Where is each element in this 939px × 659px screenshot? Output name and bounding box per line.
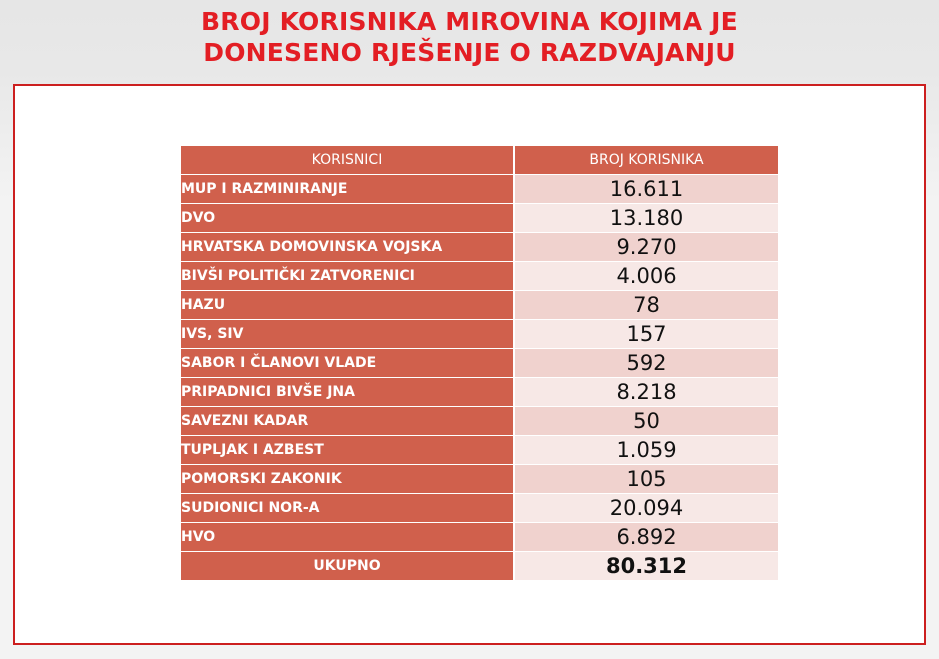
row-value: 157 [515, 320, 778, 349]
row-label: POMORSKI ZAKONIK [181, 465, 515, 494]
column-header-korisnici: KORISNICI [181, 146, 515, 175]
row-value: 9.270 [515, 233, 778, 262]
row-label: PRIPADNICI BIVŠE JNA [181, 378, 515, 407]
row-value: 20.094 [515, 494, 778, 523]
total-value: 80.312 [515, 552, 778, 581]
total-label: UKUPNO [181, 552, 515, 581]
row-value: 6.892 [515, 523, 778, 552]
row-value: 105 [515, 465, 778, 494]
row-label: HVO [181, 523, 515, 552]
row-label: IVS, SIV [181, 320, 515, 349]
table-row [181, 175, 778, 204]
table-row [181, 436, 778, 465]
table-row [181, 291, 778, 320]
slide-title-line-2: DONESENO RJEŠENJE O RAZDVAJANJU [203, 38, 736, 67]
row-label: HAZU [181, 291, 515, 320]
beneficiaries-table [181, 146, 778, 581]
table-row [181, 494, 778, 523]
table-row [181, 204, 778, 233]
table-row [181, 233, 778, 262]
total-row [181, 552, 778, 581]
table-row [181, 262, 778, 291]
row-value: 78 [515, 291, 778, 320]
table-row [181, 465, 778, 494]
row-label: SABOR I ČLANOVI VLADE [181, 349, 515, 378]
row-value: 50 [515, 407, 778, 436]
row-label: MUP I RAZMINIRANJE [181, 175, 515, 204]
table-row [181, 523, 778, 552]
row-value: 16.611 [515, 175, 778, 204]
row-value: 1.059 [515, 436, 778, 465]
row-label: DVO [181, 204, 515, 233]
row-value: 4.006 [515, 262, 778, 291]
row-label: HRVATSKA DOMOVINSKA VOJSKA [181, 233, 515, 262]
table-row [181, 378, 778, 407]
table-row [181, 407, 778, 436]
row-label: BIVŠI POLITIČKI ZATVORENICI [181, 262, 515, 291]
row-value: 592 [515, 349, 778, 378]
slide-title-line-1: BROJ KORISNIKA MIROVINA KOJIMA JE [201, 7, 738, 36]
table-row [181, 349, 778, 378]
slide-title [0, 6, 939, 68]
column-header-broj-korisnika: BROJ KORISNIKA [515, 146, 778, 175]
row-label: SUDIONICI NOR-A [181, 494, 515, 523]
row-label: SAVEZNI KADAR [181, 407, 515, 436]
row-label: TUPLJAK I AZBEST [181, 436, 515, 465]
table-row [181, 320, 778, 349]
table-header-row [181, 146, 778, 175]
row-value: 13.180 [515, 204, 778, 233]
row-value: 8.218 [515, 378, 778, 407]
